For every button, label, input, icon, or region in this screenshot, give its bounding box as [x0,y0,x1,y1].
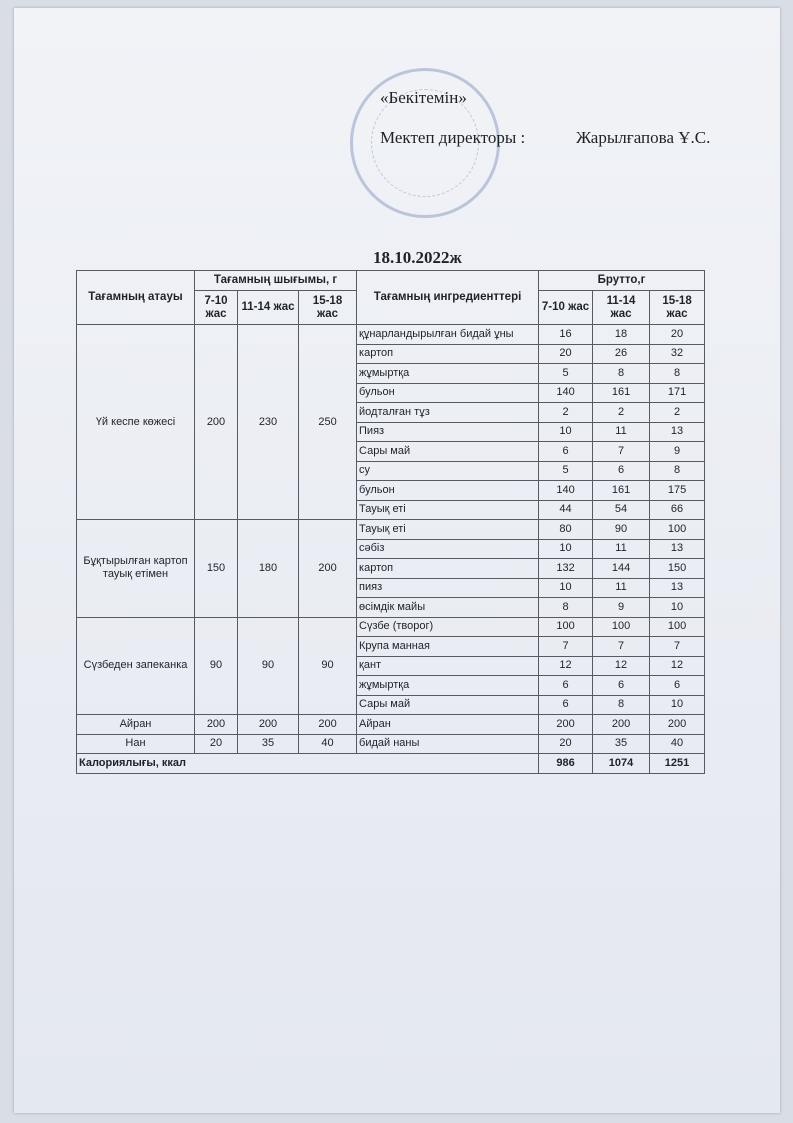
ingredient-brutto: 20 [539,734,593,754]
ingredient-brutto: 6 [539,442,593,462]
menu-date: 18.10.2022ж [373,248,462,267]
dish-output: 35 [238,734,299,754]
ingredient-name: жұмыртқа [357,364,539,384]
ingredient-brutto: 10 [539,539,593,559]
header-brutto-age-11-14: 11-14 жас [593,291,650,325]
ingredient-brutto: 6 [539,695,593,715]
ingredient-brutto: 26 [593,344,650,364]
ingredient-brutto: 8 [650,461,705,481]
ingredient-name: картоп [357,559,539,579]
dish-name: Нан [77,734,195,754]
ingredient-brutto: 8 [539,598,593,618]
ingredient-brutto: 5 [539,364,593,384]
ingredient-brutto: 8 [593,695,650,715]
header-output-age-11-14: 11-14 жас [238,291,299,325]
table-row [77,715,705,735]
ingredient-brutto: 6 [539,676,593,696]
ingredient-name: пияз [357,578,539,598]
ingredient-brutto: 200 [593,715,650,735]
ingredient-brutto: 9 [593,598,650,618]
dish-output: 200 [299,520,357,618]
ingredient-brutto: 32 [650,344,705,364]
ingredient-brutto: 11 [593,422,650,442]
total-calories: 1251 [650,754,705,774]
header-brutto-age-7-10: 7-10 жас [539,291,593,325]
header-ingredients: Тағамның ингредиенттері [357,271,539,325]
dish-name: Үй кеспе көжесі [77,325,195,520]
ingredient-brutto: 13 [650,539,705,559]
ingredient-name: Тауық еті [357,520,539,540]
ingredient-name: Крупа манная [357,637,539,657]
ingredient-brutto: 12 [539,656,593,676]
ingredient-brutto: 10 [539,578,593,598]
total-calories: 986 [539,754,593,774]
dish-output: 90 [299,617,357,715]
ingredient-brutto: 10 [650,598,705,618]
ingredient-brutto: 11 [593,578,650,598]
ingredient-brutto: 200 [539,715,593,735]
total-calories: 1074 [593,754,650,774]
dish-name: Бұқтырылған картоп тауық етімен [77,520,195,618]
ingredient-brutto: 13 [650,578,705,598]
ingredient-brutto: 5 [539,461,593,481]
ingredient-brutto: 140 [539,481,593,501]
ingredient-brutto: 150 [650,559,705,579]
ingredient-name: Тауық еті [357,500,539,520]
ingredient-name: бульон [357,481,539,501]
dish-output: 230 [238,325,299,520]
ingredient-name: йодталған тұз [357,403,539,423]
ingredient-brutto: 12 [593,656,650,676]
ingredient-brutto: 171 [650,383,705,403]
ingredient-brutto: 8 [650,364,705,384]
ingredient-brutto: 7 [593,442,650,462]
ingredient-brutto: 100 [650,617,705,637]
ingredient-brutto: 20 [539,344,593,364]
ingredient-brutto: 11 [593,539,650,559]
ingredient-brutto: 2 [650,403,705,423]
ingredient-name: өсімдік майы [357,598,539,618]
menu-table [76,270,705,774]
approval-title: «Бекітемін» [380,88,467,107]
ingredient-name: қант [357,656,539,676]
ingredient-brutto: 7 [539,637,593,657]
ingredient-name: картоп [357,344,539,364]
dish-output: 180 [238,520,299,618]
dish-output: 250 [299,325,357,520]
ingredient-name: құнарландырылған бидай ұны [357,325,539,345]
total-row [77,754,705,774]
ingredient-name: сәбіз [357,539,539,559]
ingredient-name: Сары май [357,442,539,462]
dish-output: 90 [238,617,299,715]
table-row [77,325,705,345]
header-output: Тағамның шығымы, г [195,271,357,291]
table-row [77,734,705,754]
ingredient-brutto: 6 [650,676,705,696]
ingredient-name: Сары май [357,695,539,715]
ingredient-brutto: 100 [650,520,705,540]
dish-output: 200 [238,715,299,735]
ingredient-brutto: 2 [593,403,650,423]
ingredient-brutto: 7 [650,637,705,657]
header-brutto: Брутто,г [539,271,705,291]
dish-output: 200 [299,715,357,735]
ingredient-brutto: 12 [650,656,705,676]
dish-output: 200 [195,715,238,735]
dish-name: Айран [77,715,195,735]
dish-name: Сүзбеден запеканка [77,617,195,715]
header-output-age-15-18: 15-18 жас [299,291,357,325]
ingredient-brutto: 161 [593,481,650,501]
ingredient-brutto: 66 [650,500,705,520]
director-name: Жарылғапова Ұ.С. [576,128,711,147]
header-dish-name: Тағамның атауы [77,271,195,325]
ingredient-brutto: 161 [593,383,650,403]
ingredient-brutto: 8 [593,364,650,384]
ingredient-brutto: 100 [539,617,593,637]
header-output-age-7-10: 7-10 жас [195,291,238,325]
ingredient-brutto: 144 [593,559,650,579]
menu-table-body [77,325,705,774]
ingredient-brutto: 200 [650,715,705,735]
dish-output: 40 [299,734,357,754]
ingredient-name: Пияз [357,422,539,442]
ingredient-name: Сүзбе (творог) [357,617,539,637]
ingredient-brutto: 16 [539,325,593,345]
ingredient-brutto: 35 [593,734,650,754]
dish-output: 90 [195,617,238,715]
ingredient-brutto: 2 [539,403,593,423]
ingredient-brutto: 10 [650,695,705,715]
ingredient-brutto: 6 [593,461,650,481]
dish-output: 20 [195,734,238,754]
ingredient-brutto: 90 [593,520,650,540]
ingredient-brutto: 54 [593,500,650,520]
ingredient-brutto: 10 [539,422,593,442]
table-row [77,617,705,637]
ingredient-brutto: 140 [539,383,593,403]
ingredient-name: жұмыртқа [357,676,539,696]
dish-output: 150 [195,520,238,618]
ingredient-brutto: 13 [650,422,705,442]
ingredient-name: су [357,461,539,481]
ingredient-brutto: 100 [593,617,650,637]
ingredient-brutto: 40 [650,734,705,754]
ingredient-brutto: 132 [539,559,593,579]
ingredient-brutto: 7 [593,637,650,657]
ingredient-brutto: 44 [539,500,593,520]
ingredient-name: бидай наны [357,734,539,754]
ingredient-brutto: 6 [593,676,650,696]
header-brutto-age-15-18: 15-18 жас [650,291,705,325]
ingredient-brutto: 20 [650,325,705,345]
ingredient-name: бульон [357,383,539,403]
director-label: Мектеп директоры : [380,128,526,147]
ingredient-brutto: 80 [539,520,593,540]
ingredient-brutto: 175 [650,481,705,501]
total-label: Калориялығы, ккал [77,754,539,774]
table-row [77,520,705,540]
ingredient-name: Айран [357,715,539,735]
ingredient-brutto: 18 [593,325,650,345]
ingredient-brutto: 9 [650,442,705,462]
dish-output: 200 [195,325,238,520]
